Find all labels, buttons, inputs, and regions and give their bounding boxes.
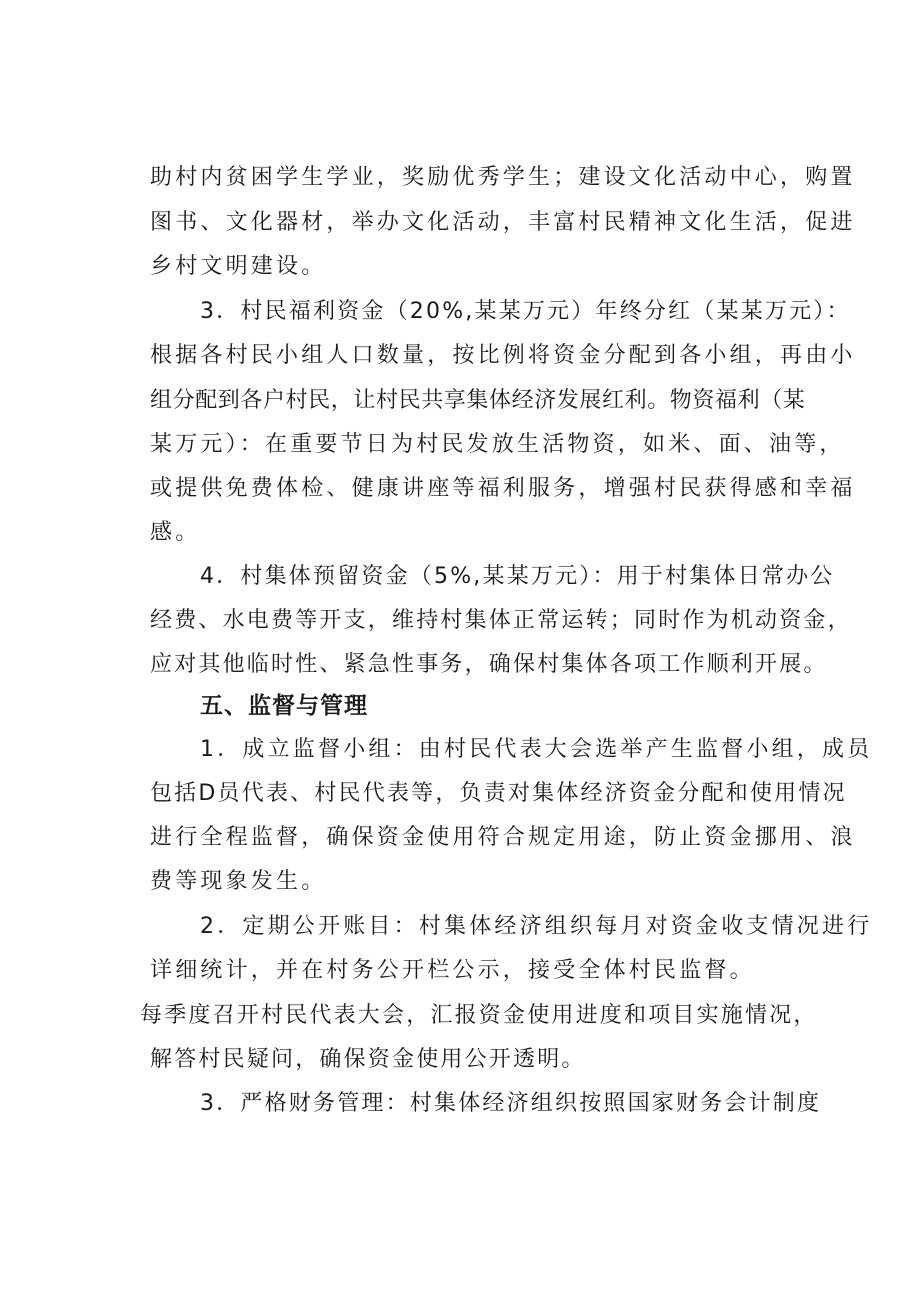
paragraph-line: 3．严格财务管理：村集体经济组织按照国家财务会计制度 <box>200 1091 822 1116</box>
paragraph-line: 费等现象发生。 <box>150 869 327 894</box>
paragraph-line: 感。 <box>150 520 201 545</box>
paragraph-line: 乡村文明建设。 <box>150 254 327 279</box>
paragraph-line: 应对其他临时性、紧急性事务，确保村集体各项工作顺利开展。 <box>150 652 828 677</box>
paragraph-line: 4．村集体预留资金（5%,某某万元）：用于村集体日常办公 <box>200 564 835 589</box>
paragraph-line: 每季度召开村民代表大会，汇报资金使用进度和项目实施情况， <box>140 1003 818 1028</box>
section-heading: 五、监督与管理 <box>200 693 368 719</box>
paragraph-line: 组分配到各户村民，让村民共享集体经济发展红利。物资福利（某 <box>150 388 806 413</box>
paragraph-line: 助村内贫困学生学业，奖励优秀学生；建设文化活动中心，购置 <box>150 165 856 190</box>
paragraph-line: 经费、水电费等开支，维持村集体正常运转；同时作为机动资金， <box>150 608 852 633</box>
paragraph-line: 包括D员代表、村民代表等，负责对集体经济资金分配和使用情况 <box>150 781 847 806</box>
paragraph-line: 根据各村民小组人口数量，按比例将资金分配到各小组，再由小 <box>150 343 856 368</box>
paragraph-line: 图书、文化器材，举办文化活动，丰富村民精神文化生活，促进 <box>150 210 856 235</box>
paragraph-line: 或提供免费体检、健康讲座等福利服务，增强村民获得感和幸福 <box>150 476 856 501</box>
paragraph-line: 2．定期公开账目：村集体经济组织每月对资金收支情况进行 <box>200 914 873 939</box>
paragraph-line: 某万元）：在重要节日为村民发放生活物资，如米、面、油等， <box>150 432 845 457</box>
paragraph-line: 3．村民福利资金（20%,某某万元）年终分红（某某万元）： <box>200 299 851 324</box>
paragraph-line: 详细统计，并在村务公开栏公示，接受全体村民监督。 <box>150 958 755 983</box>
paragraph-line: 解答村民疑问，确保资金使用公开透明。 <box>150 1047 586 1072</box>
paragraph-line: 1．成立监督小组：由村民代表大会选举产生监督小组，成员 <box>200 737 873 762</box>
paragraph-line: 进行全程监督，确保资金使用符合规定用途，防止资金挪用、浪 <box>150 825 856 850</box>
